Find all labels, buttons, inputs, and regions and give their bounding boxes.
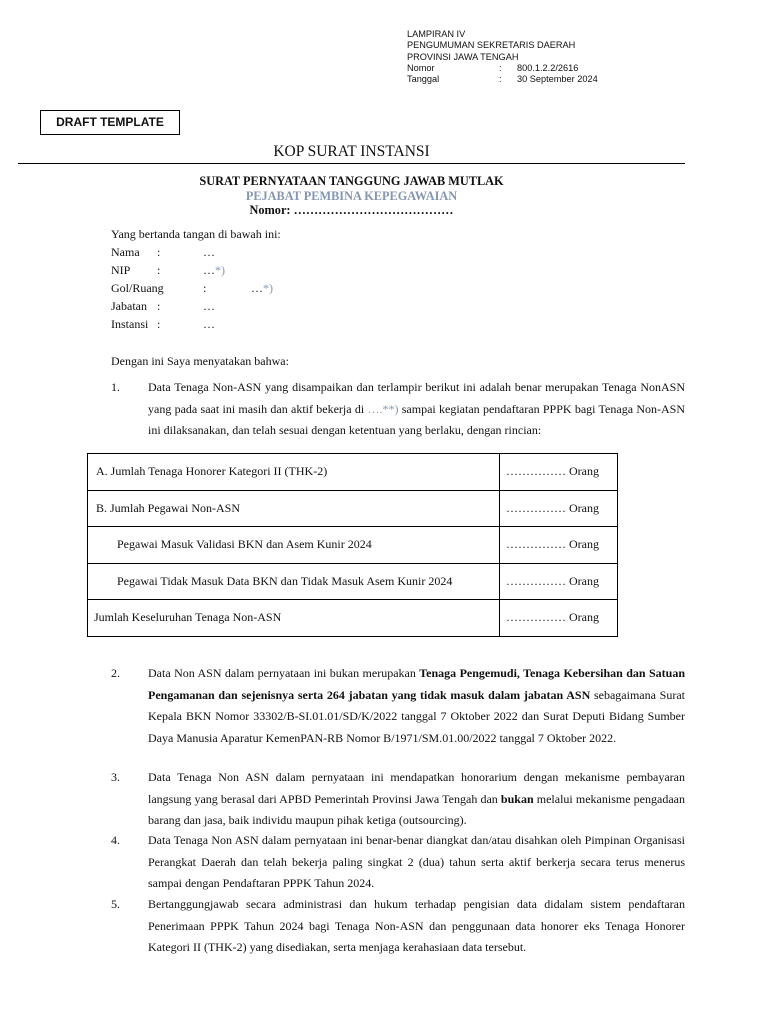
field-instansi-sep: : — [157, 317, 161, 331]
field-nip-label: NIP — [111, 263, 131, 277]
lampiran-nomor-label: Nomor — [407, 62, 435, 73]
field-jabatan-sep: : — [157, 299, 161, 313]
document-title: SURAT PERNYATAAN TANGGUNG JAWAB MUTLAK — [199, 174, 504, 188]
lampiran-nomor-value: 800.1.2.2/2616 — [517, 62, 579, 73]
field-golruang-dots: … — [251, 281, 263, 295]
lampiran-title: LAMPIRAN IV — [407, 29, 466, 39]
field-golruang-sep: : — [203, 281, 207, 295]
rincian-value-non-asn: …………… Orang — [500, 490, 618, 527]
statement-item-5 — [111, 894, 685, 959]
statement-item-2 — [111, 663, 685, 749]
statement-1-text — [148, 377, 685, 442]
rincian-label-total: Jumlah Keseluruhan Tenaga Non-ASN — [88, 600, 500, 637]
lampiran-tanggal-sep: : — [499, 74, 502, 85]
statement-2-part2: sebagaimana Surat Kepala BKN Nomor 33302/B-SI.01.01/SD/K/2022 tanggal 7 Oktober 2022 dan Surat Deputi Bidang Sumber Daya Manusia Aparatur KemenPAN-RB Nomor B/1971/SM.01.00/2022 tanggal 7 Oktober 2022. — [148, 687, 685, 745]
lampiran-tanggal-row — [407, 74, 598, 85]
statement-5-number: 5. — [111, 897, 120, 911]
rincian-value-total: …………… Orang — [500, 600, 618, 637]
statement-3-number: 3. — [111, 770, 120, 784]
lampiran-province: PROVINSI JAWA TENGAH — [407, 51, 519, 62]
rincian-label-tidak-masuk: Pegawai Tidak Masuk Data BKN dan Tidak Masuk Asem Kunir 2024 — [88, 563, 500, 600]
kop-surat-heading: KOP SURAT INSTANSI — [273, 143, 430, 160]
table-row — [88, 600, 618, 637]
field-jabatan-value: … — [203, 299, 215, 313]
statement-4-number: 4. — [111, 833, 120, 847]
document-number: Nomor: ………………………………… — [249, 203, 454, 218]
intro-text: Yang bertanda tangan di bawah ini: — [111, 227, 281, 241]
statement-3-part1: Data Tenaga Non ASN dalam pernyataan ini mendapatkan honorarium dengan mekanisme pembayaran langsung yang berasal dari APBD Pemerintah Provinsi Jawa Tengah dan — [148, 770, 685, 806]
field-nama-sep: : — [157, 245, 161, 259]
field-nama-label: Nama — [111, 245, 140, 259]
field-instansi-value: … — [203, 317, 215, 331]
field-jabatan-label: Jabatan — [111, 299, 147, 313]
field-nama-value: … — [203, 245, 215, 259]
statement-item-3 — [111, 767, 685, 832]
statement-2-part1: Data Non ASN dalam pernyataan ini bukan merupakan — [148, 666, 420, 680]
table-row — [88, 490, 618, 527]
lampiran-nomor-row — [407, 63, 598, 74]
table-row — [88, 454, 618, 491]
document-title-block — [0, 174, 703, 218]
field-nip-note: *) — [215, 263, 225, 277]
lampiran-header — [407, 29, 598, 85]
statement-3-part2: melalui mekanisme pengadaan barang dan jasa, baik individu maupun pihak ketiga (outsourcing). — [148, 791, 685, 827]
rincian-value-tidak-masuk: …………… Orang — [500, 563, 618, 600]
rincian-label-masuk-validasi: Pegawai Masuk Validasi BKN dan Asem Kunir 2024 — [88, 527, 500, 564]
statement-2-number: 2. — [111, 666, 120, 680]
field-nip-value — [203, 263, 225, 278]
draft-template-box: DRAFT TEMPLATE — [40, 110, 180, 135]
rincian-label-thk2: A. Jumlah Tenaga Honorer Kategori II (THK-2) — [88, 454, 500, 491]
statement-4-text: Data Tenaga Non ASN dalam pernyataan ini benar-benar diangkat dan/atau disahkan oleh Pimpinan Organisasi Perangkat Daerah dan telah bekerja paling singkat 2 (dua) tahun serta aktif berkerja secara terus menerus sampai dengan Pendaftaran PPPK Tahun 2024. — [148, 833, 685, 890]
statement-1-part2: sampai kegiatan pendaftaran PPPK bagi Tenaga Non-ASN ini dilaksanakan, dan telah sesuai dengan ketentuan yang berlaku, dengan rincian: — [148, 401, 685, 437]
statement-1-number: 1. — [111, 380, 120, 394]
declaration-text: Dengan ini Saya menyatakan bahwa: — [111, 354, 289, 368]
field-nip-dots: … — [203, 263, 215, 277]
lampiran-announcement: PENGUMUMAN SEKRETARIS DAERAH — [407, 40, 576, 51]
table-row — [88, 563, 618, 600]
field-golruang-value — [251, 281, 273, 296]
rincian-value-thk2: …………… Orang — [500, 454, 618, 491]
statement-item-4 — [111, 830, 685, 895]
field-nip-sep: : — [157, 263, 161, 277]
statement-5-text: Bertanggungjawab secara administrasi dan hukum terhadap pengisian data didalam sistem pendaftaran Penerimaan PPPK Tahun 2024 bagi Tenaga Non-ASN dan penggunaan data honorer eks Tenaga Honorer Kategori II (THK-2) yang disediakan, serta menjaga kerahasiaan data tersebut. — [148, 897, 685, 954]
rincian-table — [87, 453, 618, 637]
rincian-value-masuk-validasi: …………… Orang — [500, 527, 618, 564]
field-instansi-label: Instansi — [111, 317, 149, 331]
statement-3-text — [148, 767, 685, 832]
kop-divider — [18, 163, 685, 164]
lampiran-tanggal-value: 30 September 2024 — [517, 74, 598, 85]
table-row — [88, 527, 618, 564]
lampiran-tanggal-label: Tanggal — [407, 74, 440, 85]
rincian-label-non-asn: B. Jumlah Pegawai Non-ASN — [88, 490, 500, 527]
document-subtitle: PEJABAT PEMBINA KEPEGAWAIAN — [245, 188, 458, 203]
field-golruang-label: Gol/Ruang — [111, 281, 164, 295]
lampiran-nomor-sep: : — [499, 62, 502, 73]
statement-2-text — [148, 663, 685, 749]
statement-1-placeholder: ….**) — [367, 401, 399, 416]
statement-2-bold: Tenaga Pengemudi, Tenaga Kebersihan dan Satuan Pengamanan dan sejenisnya serta 264 jabatan yang tidak masuk dalam jabatan ASN — [148, 666, 686, 702]
statement-3-bold: bukan — [500, 791, 534, 806]
statement-1-part1: Data Tenaga Non-ASN yang disampaikan dan terlampir berikut ini adalah benar merupakan Tenaga NonASN yang pada saat ini masih dan aktif bekerja di — [148, 380, 685, 416]
statement-item-1 — [111, 377, 685, 442]
field-golruang-note: *) — [263, 281, 273, 295]
